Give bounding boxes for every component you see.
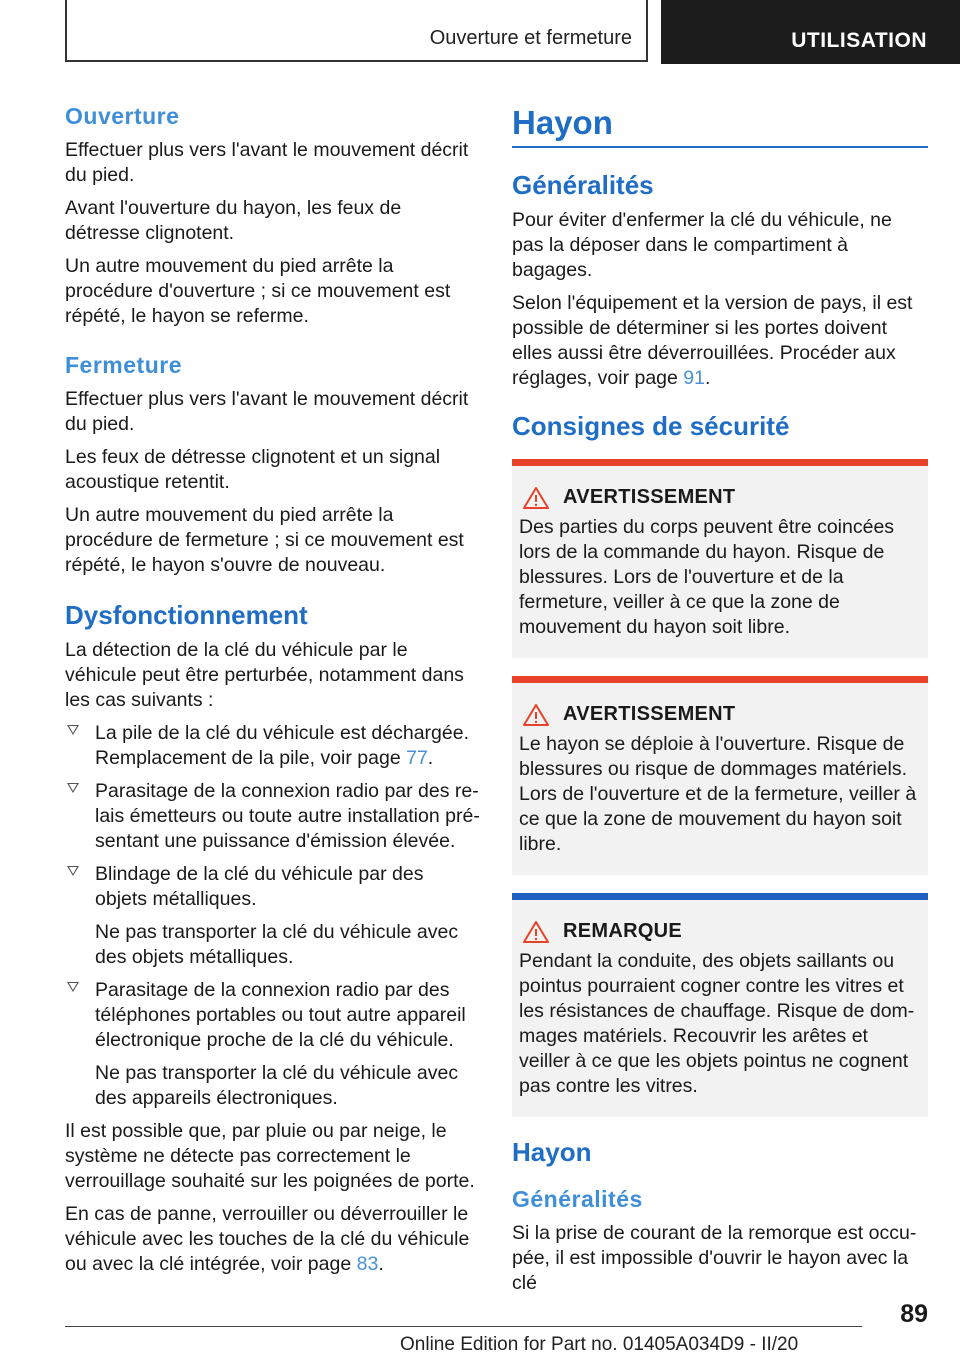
notice-box (512, 893, 928, 1117)
list-item-text: Blindage de la clé du véhicule par des objets métalliques. (95, 863, 424, 910)
paragraph: Les feux de détresse clignotent et un signal acoustique retentit. (65, 446, 441, 493)
paragraph: En cas de panne, verrouiller ou déverrouiller le véhicule avec les touches de la clé du véhicule ou avec la clé intégrée, voir page 83. (65, 1203, 470, 1275)
list-item-subtext: Ne pas transporter la clé du véhicule avec des objets métalliques. (95, 921, 459, 968)
bullet-triangle-icon (67, 982, 79, 992)
paragraph: Un autre mouvement du pied arrête la procédure de fermeture ; si ce mouvement est répété, le hayon s'ouvre de nouveau. (65, 504, 464, 576)
edition-footer: Online Edition for Part no. 01405A034D9 - II/20 (400, 1334, 799, 1355)
page-link-77[interactable]: 77 (406, 747, 428, 769)
bullet-triangle-icon (67, 866, 79, 876)
paragraph: Pour éviter d'enfermer la clé du véhicule, ne pas la déposer dans le compartiment à bagages. (512, 209, 892, 281)
warning-box (512, 459, 928, 658)
warning-title: AVERTISSEMENT (563, 703, 736, 725)
warning-title: AVERTISSEMENT (563, 486, 736, 508)
heading-ouverture: Ouverture (65, 103, 180, 129)
bullet-triangle-icon (67, 725, 79, 735)
header-chapter-tab[interactable] (661, 0, 960, 64)
footer-rule (65, 1326, 862, 1327)
notice-text: Pendant la conduite, des objets saillants ou pointus pourraient cogner contre les vitres et les résistances de chauffage. Risque de dommages matériels. Recouvrir les arêtes et veiller à ce que les objets pointus ne cognent pas contre les vitres. (519, 950, 915, 1097)
right-column (512, 100, 928, 1304)
page-link-91[interactable]: 91 (683, 367, 705, 389)
list-item-subtext: Ne pas transporter la clé du véhicule avec des appareils électroniques. (95, 1062, 459, 1109)
paragraph: Effectuer plus vers l'avant le mouvement décrit du pied. (65, 388, 469, 435)
warning-title-row (519, 486, 921, 509)
bullet-list (65, 721, 480, 1111)
list-item (65, 862, 480, 970)
page-link-83[interactable]: 83 (356, 1253, 379, 1275)
heading-fermeture: Fermeture (65, 352, 182, 378)
paragraph: Si la prise de courant de la remorque est occupée, il est impossible d'ouvrir le hayon avec la clé (512, 1222, 917, 1294)
warning-triangle-icon (523, 487, 549, 509)
heading-hayon-2: Hayon (512, 1137, 592, 1167)
paragraph: La détection de la clé du véhicule par le véhicule peut être perturbée, notamment dans les cas suivants : (65, 639, 464, 711)
list-item-text: Parasitage de la connexion radio par des relais émetteurs ou toute autre installation présentant une puissance d'émission élevée. (95, 780, 480, 852)
list-item (65, 779, 480, 854)
heading-rule (512, 146, 928, 148)
heading-consignes: Consignes de sécurité (512, 411, 790, 441)
list-item-text: Parasitage de la connexion radio par des téléphones portables ou tout autre appareil électronique proche de la clé du véhicule. (95, 979, 466, 1051)
paragraph: Il est possible que, par pluie ou par neige, le système ne détecte pas correctement le verrouillage souhaité sur les poignées de porte. (65, 1120, 475, 1192)
warning-triangle-icon (523, 921, 549, 943)
heading-generalites-2: Généralités (512, 1186, 643, 1212)
heading-generalites: Généralités (512, 170, 654, 200)
header-frame (65, 0, 648, 62)
heading-dysfonctionnement: Dysfonctionnement (65, 600, 308, 630)
list-item: La pile de la clé du véhicule est déchargée. Remplacement de la pile, voir page 77. (65, 721, 480, 771)
heading-hayon: Hayon (512, 104, 613, 141)
paragraph-text: Selon l'équipement et la version de pays, il est possible de déterminer si les portes doivent elles aussi être déverrouillées. Procéder aux réglages, voir page (512, 292, 913, 389)
notice-title-row (519, 920, 921, 943)
warning-text: Des parties du corps peuvent être coincées lors de la commande du hayon. Risque de blessures. Lors de l'ouverture et de la fermeture, veiller à ce que la zone de mouvement du hayon soit libre. (519, 516, 895, 638)
warning-triangle-icon (523, 704, 549, 726)
paragraph-text: En cas de panne, verrouiller ou déverrouiller le véhicule avec les touches de la clé du véhicule ou avec la clé intégrée, voir page (65, 1203, 470, 1275)
list-item (65, 978, 480, 1111)
header-section-title: Ouverture et fermeture (429, 27, 632, 49)
warning-title-row (519, 703, 921, 726)
bullet-triangle-icon (67, 783, 79, 793)
header-chapter-label: UTILISATION (791, 29, 927, 52)
left-column (65, 100, 480, 1285)
paragraph: Un autre mouvement du pied arrête la procédure d'ouverture ; si ce mouvement est répété, le hayon se referme. (65, 255, 451, 327)
list-item-text: La pile de la clé du véhicule est déchargée. Remplacement de la pile, voir page (95, 722, 470, 769)
page-number: 89 (900, 1300, 928, 1328)
paragraph: Selon l'équipement et la version de pays, il est possible de déterminer si les portes doivent elles aussi être déverrouillées. Procéder aux réglages, voir page 91. (512, 292, 913, 389)
warning-box (512, 676, 928, 875)
paragraph: Effectuer plus vers l'avant le mouvement décrit du pied. (65, 139, 469, 186)
warning-text: Le hayon se déploie à l'ouverture. Risque de blessures ou risque de dommages matériels. Lors de l'ouverture et de la fermeture, veiller à ce que la zone de mouvement du hayon soit libre. (519, 733, 917, 855)
notice-title: REMARQUE (563, 920, 683, 942)
paragraph: Avant l'ouverture du hayon, les feux de détresse clignotent. (65, 197, 402, 244)
